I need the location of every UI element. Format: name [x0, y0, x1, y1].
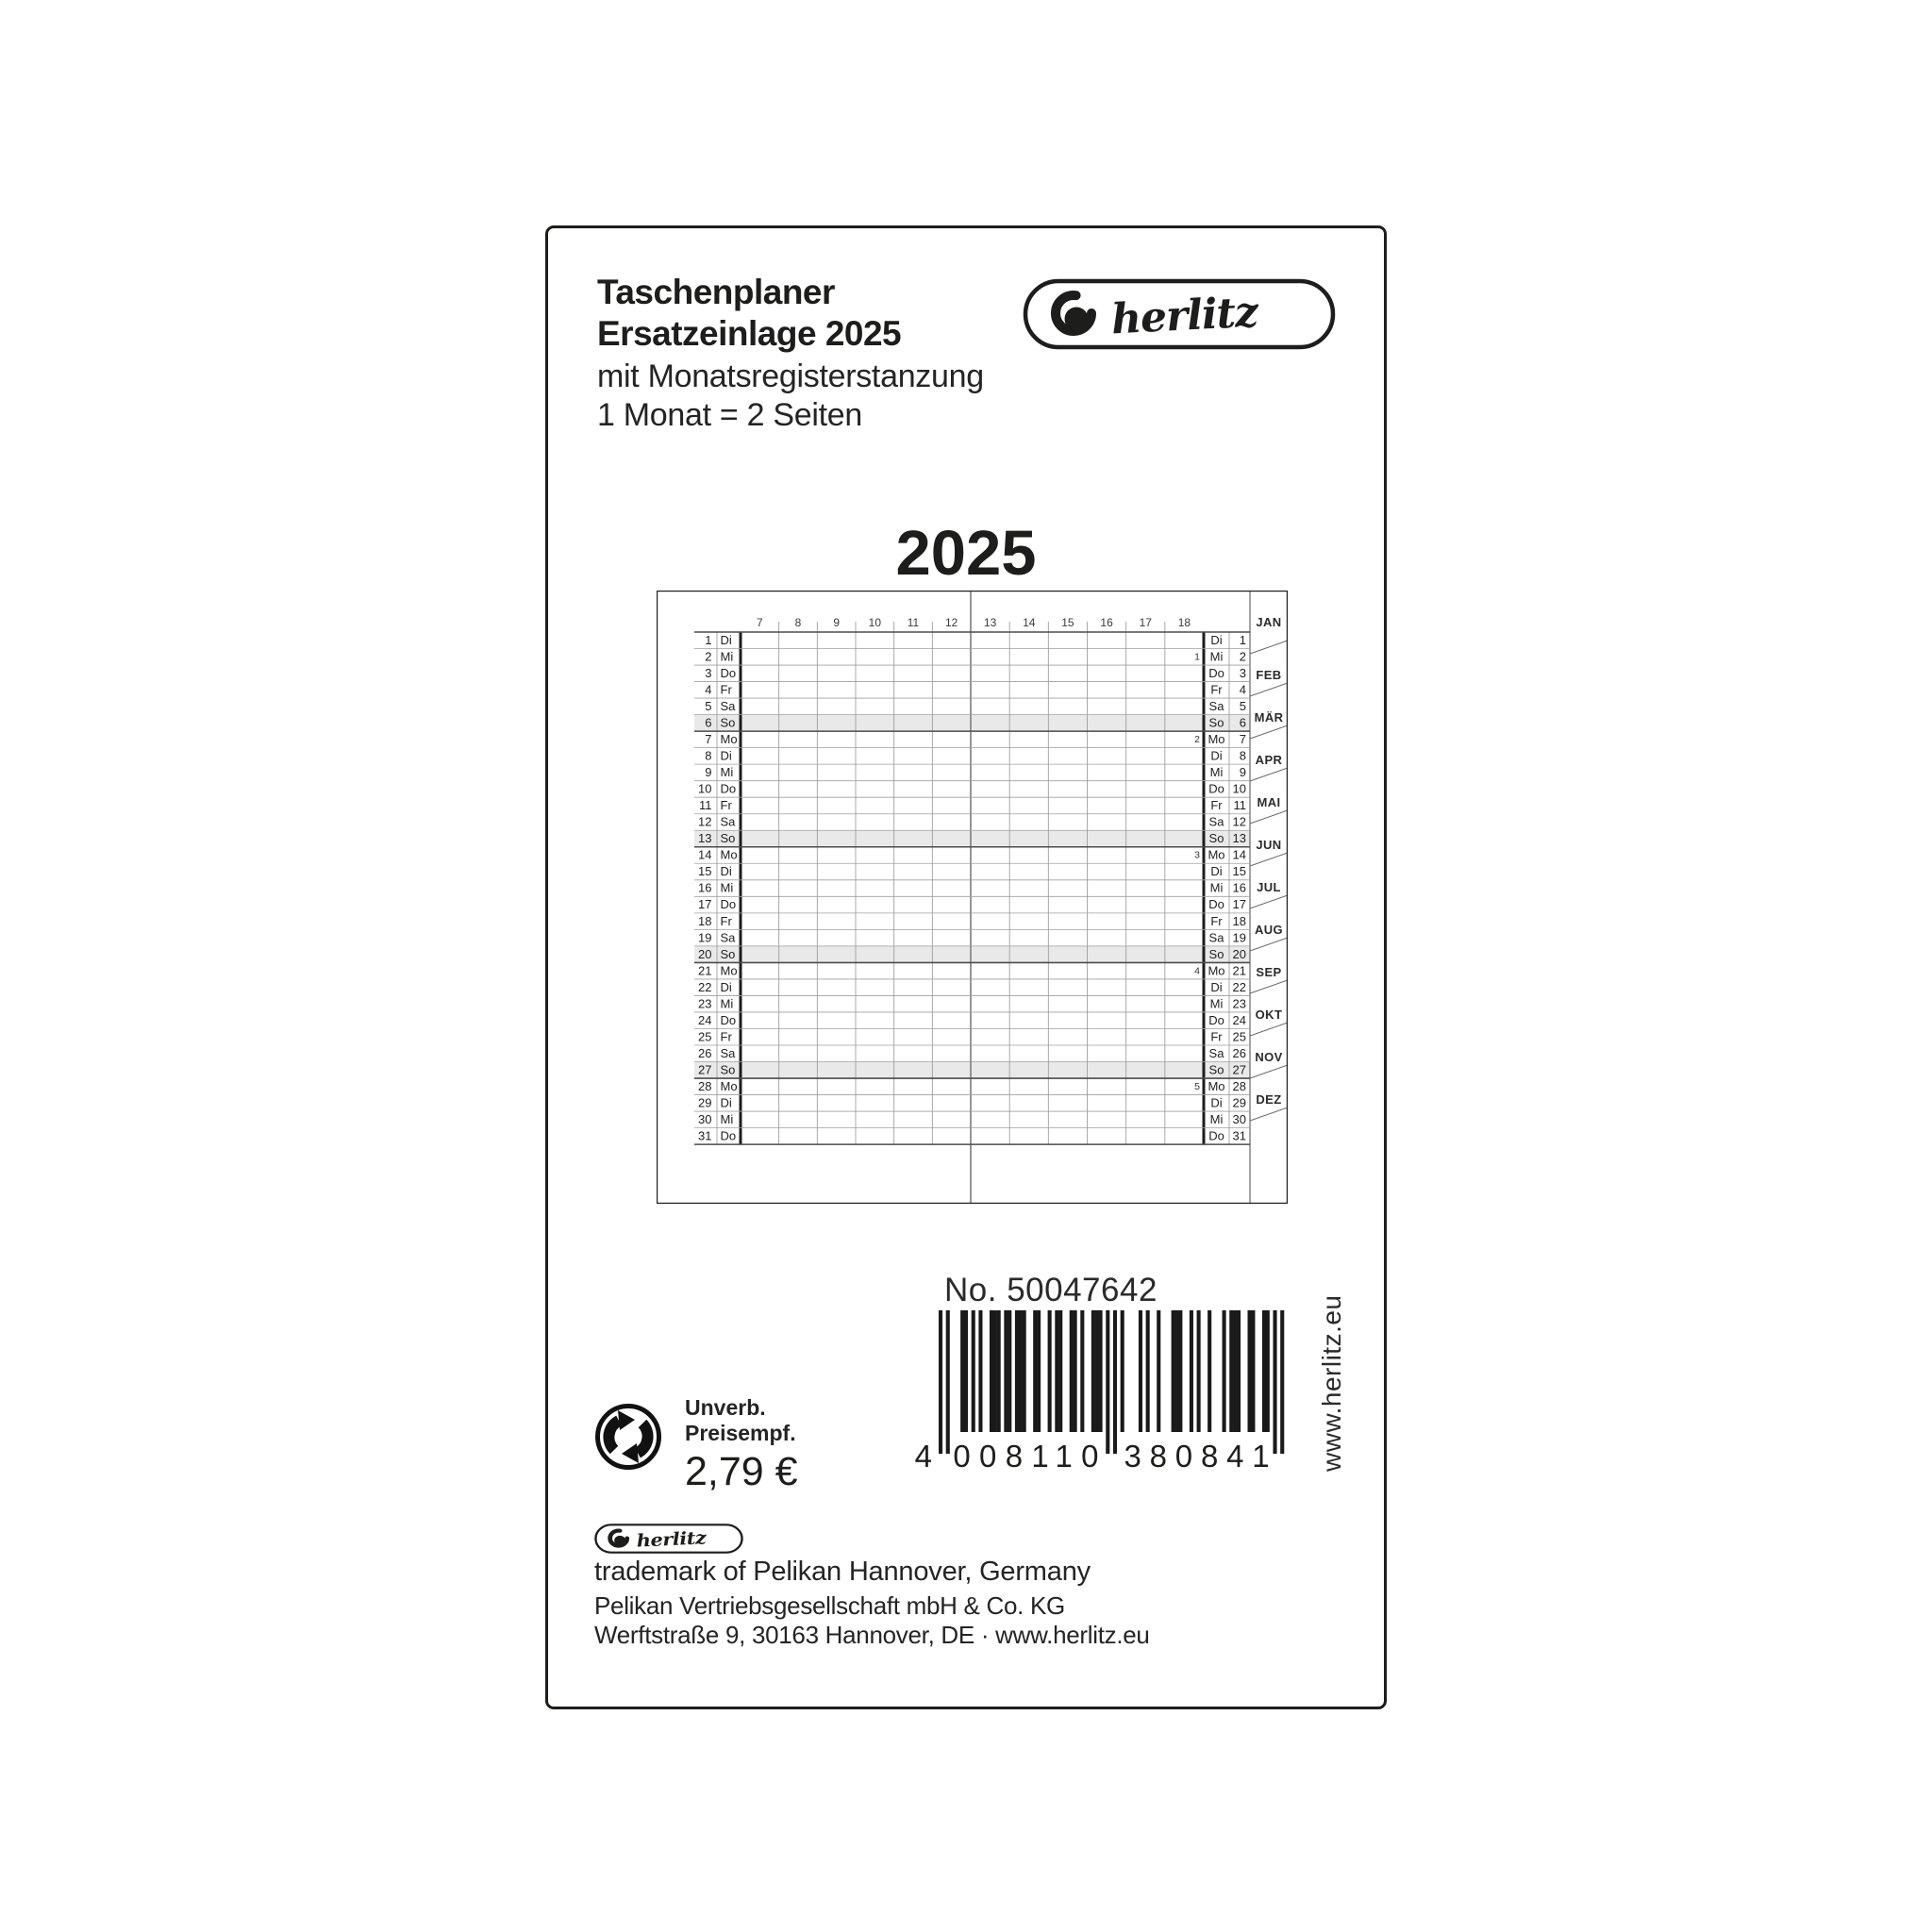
barcode-bar: [1251, 1310, 1255, 1432]
day-number-right: 26: [1232, 1045, 1246, 1060]
weekday-left: Mi: [720, 996, 734, 1011]
day-number-right: 25: [1232, 1029, 1246, 1044]
barcode-bar: [1233, 1310, 1237, 1432]
weekday-left: Do: [720, 897, 737, 912]
day-number-left: 27: [698, 1062, 712, 1077]
day-number-right: 18: [1232, 913, 1246, 928]
day-number-right: 6: [1239, 715, 1246, 730]
barcode-bar: [1099, 1310, 1103, 1432]
weekday-right: Do: [1208, 897, 1224, 912]
week-number-mark: 2: [1194, 734, 1200, 746]
weekday-left: Fr: [720, 1029, 732, 1044]
week-number-mark: 3: [1194, 849, 1200, 861]
weekday-right: Di: [1210, 632, 1223, 647]
weekday-left: Mo: [720, 1078, 738, 1093]
barcode-bar: [1015, 1310, 1019, 1432]
barcode-bar: [1280, 1310, 1284, 1454]
barcode-bar: [1229, 1310, 1233, 1432]
hour-label: 12: [944, 616, 958, 629]
weekday-right: Mo: [1208, 732, 1225, 747]
day-number-left: 13: [698, 831, 712, 846]
price-note-line2: Preisempf.: [685, 1421, 796, 1445]
price-value: 2,79 €: [685, 1449, 798, 1494]
ean-barcode-image: [911, 1310, 1298, 1475]
weekday-left: Mi: [720, 649, 734, 664]
herlitz-wordmark: herlitz: [1109, 288, 1259, 344]
barcode-bar: [1008, 1310, 1011, 1432]
barcode-bar: [1037, 1310, 1041, 1432]
barcode-bar: [1023, 1310, 1026, 1432]
weekday-right: Fr: [1210, 1029, 1223, 1044]
barcode-bar: [1266, 1310, 1270, 1432]
barcode-bar: [1033, 1310, 1037, 1432]
barcode-bar: [1172, 1310, 1175, 1432]
footer-company-line: Pelikan Vertriebsgesellschaft mbH & Co. KG: [594, 1591, 1065, 1620]
herlitz-logo-graphic: [1023, 278, 1336, 350]
barcode-bar: [1178, 1310, 1182, 1432]
weekday-right: So: [1208, 831, 1224, 846]
day-number-right: 30: [1232, 1112, 1246, 1126]
day-number-left: 25: [698, 1029, 712, 1044]
barcode-bar: [1197, 1310, 1201, 1432]
product-title-line2: Ersatzeinlage 2025: [597, 314, 902, 353]
weekday-left: Do: [720, 781, 737, 796]
month-tab-label: OKT: [1255, 1008, 1283, 1022]
weekday-right: Mi: [1209, 880, 1224, 895]
weekday-right: Mi: [1209, 996, 1224, 1011]
day-number-right: 8: [1239, 748, 1246, 763]
month-tab-label: JUL: [1257, 880, 1281, 894]
barcode-bar: [1157, 1310, 1160, 1432]
barcode-bar: [1095, 1310, 1099, 1432]
week-number-mark: 1: [1194, 651, 1200, 663]
barcode-bar: [1273, 1310, 1276, 1454]
weekday-left: Do: [720, 1128, 737, 1143]
ean-barcode: [911, 1310, 1298, 1475]
hour-label: 7: [756, 616, 763, 629]
barcode-bar: [990, 1310, 993, 1432]
year-title: 2025: [895, 518, 1037, 589]
weekday-left: Sa: [720, 1045, 736, 1060]
day-number-left: 24: [698, 1012, 712, 1027]
website-vertical-text: www.herlitz.eu: [1317, 1294, 1346, 1472]
barcode-bar: [1058, 1310, 1062, 1432]
weekday-right: So: [1208, 946, 1224, 961]
weekday-left: Mi: [720, 1112, 734, 1126]
day-number-left: 9: [705, 765, 712, 780]
hour-label: 16: [1100, 616, 1113, 629]
day-number-right: 29: [1232, 1095, 1246, 1110]
weekday-right: Sa: [1208, 1045, 1224, 1060]
weekday-right: So: [1208, 1062, 1224, 1077]
month-tab-label: JUN: [1256, 838, 1282, 852]
day-number-left: 14: [698, 847, 712, 862]
day-number-left: 5: [705, 699, 712, 713]
day-number-right: 15: [1232, 864, 1246, 879]
weekday-left: Di: [720, 1095, 732, 1110]
day-number-right: 9: [1239, 765, 1246, 780]
day-number-left: 20: [698, 946, 712, 961]
day-number-left: 29: [698, 1095, 712, 1110]
day-number-right: 14: [1232, 847, 1246, 862]
weekday-right: Mo: [1208, 847, 1225, 862]
weekday-left: Di: [720, 979, 732, 994]
barcode-bar: [997, 1310, 1001, 1432]
day-number-left: 26: [698, 1045, 712, 1060]
day-number-right: 27: [1232, 1062, 1246, 1077]
day-number-left: 16: [698, 880, 712, 895]
day-number-right: 24: [1232, 1012, 1246, 1027]
day-number-left: 21: [698, 963, 712, 978]
month-tab-label: AUG: [1254, 923, 1284, 937]
weekday-left: Mo: [720, 847, 738, 862]
weekday-right: Di: [1210, 864, 1223, 879]
weekday-left: So: [720, 715, 736, 730]
day-number-left: 15: [698, 864, 712, 879]
weekday-left: Mo: [720, 732, 738, 747]
day-number-right: 21: [1232, 963, 1246, 978]
barcode-bar: [1174, 1310, 1178, 1432]
month-tab-label: DEZ: [1256, 1092, 1282, 1107]
calendar-spread-image: [657, 591, 1288, 1204]
weekday-left: Fr: [720, 682, 732, 697]
product-title-line1: Taschenplaner: [597, 273, 835, 311]
weekday-right: Do: [1208, 665, 1224, 680]
month-tab-label: MÄR: [1254, 710, 1284, 724]
weekday-left: Di: [720, 748, 732, 763]
day-number-right: 4: [1239, 682, 1246, 697]
weekday-right: Do: [1208, 1128, 1224, 1143]
weekday-right: Fr: [1210, 798, 1223, 813]
day-number-left: 12: [698, 814, 712, 829]
day-number-right: 11: [1233, 798, 1246, 813]
green-dot-recycling-icon: [592, 1401, 664, 1473]
weekday-right: Sa: [1208, 699, 1224, 713]
weekday-right: Mi: [1209, 649, 1224, 664]
month-tab-label: JAN: [1256, 615, 1282, 629]
day-number-right: 3: [1239, 665, 1246, 680]
day-number-left: 2: [705, 649, 712, 664]
day-number-right: 7: [1239, 732, 1246, 747]
barcode-bar: [939, 1310, 942, 1454]
calendar-spread-preview: [657, 591, 1288, 1204]
day-number-right: 19: [1232, 930, 1246, 945]
product-label-card: [545, 225, 1387, 1709]
weekday-left: So: [720, 831, 736, 846]
footer-address-line: Werftstraße 9, 30163 Hannover, DE · www.herlitz.eu: [594, 1621, 1150, 1649]
day-number-right: 13: [1232, 831, 1246, 846]
herlitz-logo-small: [594, 1524, 743, 1554]
barcode-bar: [1091, 1310, 1095, 1432]
weekday-right: Mi: [1209, 765, 1224, 780]
weekday-right: Mi: [1209, 1112, 1224, 1126]
barcode-digits: 008110: [953, 1439, 1099, 1474]
day-number-left: 31: [698, 1128, 712, 1143]
barcode-digits: 380841: [1124, 1439, 1270, 1474]
barcode-bar: [1019, 1310, 1023, 1432]
weekday-right: So: [1208, 715, 1224, 730]
herlitz-logo-graphic-small: [594, 1524, 743, 1554]
day-number-left: 18: [698, 913, 712, 928]
hour-label: 14: [1023, 616, 1036, 629]
barcode-bar: [964, 1310, 968, 1432]
trademark-line: trademark of Pelikan Hannover, Germany: [594, 1557, 1091, 1587]
day-number-right: 10: [1232, 781, 1246, 796]
herlitz-wordmark-small: herlitz: [636, 1526, 707, 1552]
month-tab-label: MAI: [1257, 795, 1281, 809]
hour-label: 15: [1061, 616, 1074, 629]
weekday-right: Fr: [1210, 913, 1223, 928]
day-number-right: 20: [1232, 946, 1246, 961]
barcode-bar: [1248, 1310, 1252, 1432]
day-number-left: 19: [698, 930, 712, 945]
weekday-left: Fr: [720, 913, 732, 928]
barcode-bar: [993, 1310, 997, 1432]
barcode-bar: [1004, 1310, 1008, 1432]
weekday-left: Mi: [720, 880, 734, 895]
barcode-bar: [1074, 1310, 1077, 1432]
weekday-left: Di: [720, 864, 732, 879]
day-number-left: 22: [698, 979, 712, 994]
month-tab-label: FEB: [1256, 668, 1282, 682]
day-number-right: 2: [1239, 649, 1246, 664]
day-number-left: 4: [705, 682, 712, 697]
hour-label: 13: [983, 616, 997, 629]
week-number-mark: 5: [1194, 1080, 1200, 1092]
barcode-bar: [1048, 1310, 1052, 1432]
hour-label: 11: [907, 616, 920, 629]
barcode-bar: [1190, 1310, 1193, 1432]
barcode-bar: [972, 1310, 975, 1432]
day-number-left: 1: [705, 632, 712, 647]
month-tab-label: NOV: [1255, 1050, 1283, 1064]
day-number-left: 6: [705, 715, 712, 730]
weekday-right: Mo: [1208, 1078, 1225, 1093]
day-number-right: 17: [1232, 897, 1246, 912]
weekday-right: Fr: [1210, 682, 1223, 697]
hour-label: 8: [794, 616, 802, 629]
weekday-left: So: [720, 1062, 736, 1077]
weekday-left: Di: [720, 632, 732, 647]
header-block: [597, 272, 984, 435]
weekday-left: So: [720, 946, 736, 961]
hour-label: 9: [833, 616, 841, 629]
barcode-bar: [1080, 1310, 1084, 1432]
weekday-right: Sa: [1208, 930, 1224, 945]
weekday-right: Sa: [1208, 814, 1224, 829]
barcode-bar: [1106, 1310, 1109, 1454]
month-tab-label: SEP: [1256, 965, 1282, 979]
day-number-left: 28: [698, 1078, 712, 1093]
barcode-bar: [946, 1310, 950, 1454]
day-number-right: 31: [1232, 1128, 1246, 1143]
hour-label: 18: [1177, 616, 1191, 629]
weekday-right: Mo: [1208, 963, 1225, 978]
day-number-left: 17: [698, 897, 712, 912]
weekday-left: Do: [720, 665, 737, 680]
weekday-left: Sa: [720, 930, 736, 945]
day-number-right: 22: [1232, 979, 1246, 994]
barcode-bar: [1113, 1310, 1117, 1454]
barcode-bar: [1055, 1310, 1058, 1432]
day-number-left: 7: [705, 732, 712, 747]
weekday-left: Mo: [720, 963, 738, 978]
barcode-digits: 4: [914, 1439, 932, 1474]
hour-label: 17: [1139, 616, 1152, 629]
product-subtitle-line1: mit Monatsregisterstanzung: [597, 358, 984, 394]
barcode-bar: [978, 1310, 982, 1432]
barcode-bar: [1237, 1310, 1241, 1432]
weekday-left: Fr: [720, 798, 732, 813]
barcode-bar: [1139, 1310, 1142, 1432]
hour-label: 10: [868, 616, 882, 629]
article-number: No. 50047642: [944, 1272, 1158, 1308]
day-number-right: 23: [1232, 996, 1246, 1011]
month-tab-label: APR: [1255, 753, 1283, 767]
weekday-right: Do: [1208, 781, 1224, 796]
herlitz-logo-large: [1023, 278, 1336, 350]
day-number-right: 1: [1239, 632, 1246, 647]
day-number-left: 3: [705, 665, 712, 680]
footer-address-block: [594, 1591, 1150, 1650]
price-note-line1: Unverb.: [685, 1395, 766, 1420]
weekday-right: Di: [1210, 1095, 1223, 1110]
day-number-right: 28: [1232, 1078, 1246, 1093]
day-number-left: 10: [698, 781, 712, 796]
barcode-bar: [1070, 1310, 1074, 1432]
weekday-left: Do: [720, 1012, 737, 1027]
day-number-left: 23: [698, 996, 712, 1011]
barcode-bar: [1146, 1310, 1150, 1432]
weekday-right: Do: [1208, 1012, 1224, 1027]
day-number-right: 12: [1232, 814, 1246, 829]
weekday-left: Sa: [720, 814, 736, 829]
barcode-bar: [1223, 1310, 1226, 1432]
barcode-bar: [1262, 1310, 1266, 1432]
barcode-bar: [1208, 1310, 1211, 1432]
day-number-left: 8: [705, 748, 712, 763]
barcode-bar: [1121, 1310, 1124, 1432]
day-number-left: 30: [698, 1112, 712, 1126]
day-number-left: 11: [699, 798, 712, 813]
weekday-left: Sa: [720, 699, 736, 713]
barcode-bar: [960, 1310, 964, 1432]
weekday-right: Di: [1210, 979, 1223, 994]
weekday-right: Di: [1210, 748, 1223, 763]
week-number-mark: 4: [1194, 965, 1200, 977]
price-block: [685, 1395, 798, 1495]
weekday-left: Mi: [720, 765, 734, 780]
product-subtitle-line2: 1 Monat = 2 Seiten: [597, 397, 862, 433]
day-number-right: 16: [1232, 880, 1246, 895]
green-dot-graphic: [592, 1401, 664, 1473]
day-number-right: 5: [1239, 699, 1246, 713]
